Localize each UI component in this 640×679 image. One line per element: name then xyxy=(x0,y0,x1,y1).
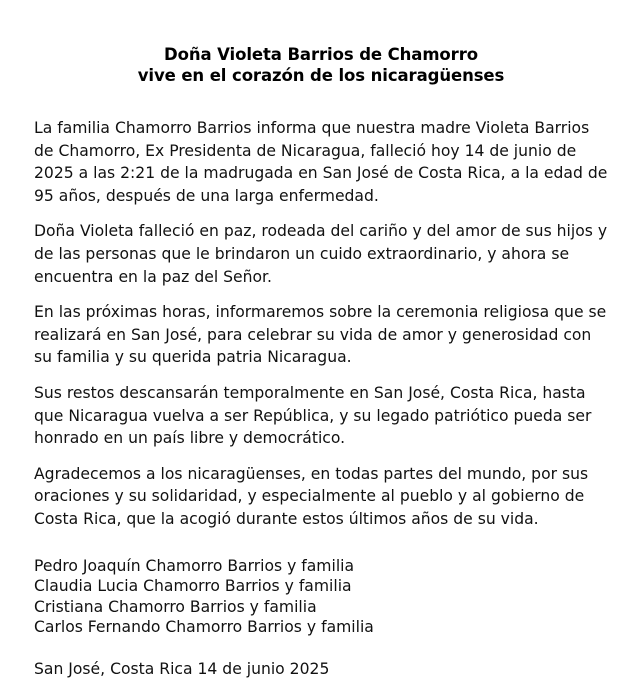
body-paragraph: Doña Violeta falleció en paz, rodeada del cariño y del amor de sus hijos y de las personas que le brindaron un cuido extraordinario, y ahora se encuentra en la paz del Señor. xyxy=(34,222,608,286)
dateline: San José, Costa Rica 14 de junio 2025 xyxy=(34,659,330,678)
signature-line: Cristiana Chamorro Barrios y familia xyxy=(34,597,317,616)
document-body xyxy=(34,86,608,531)
body-paragraph: Sus restos descansarán temporalmente en San José, Costa Rica, hasta que Nicaragua vuelva a ser República, y su legado patriótico pueda ser honrado en un país libre y democrático. xyxy=(34,383,592,448)
document-content-column xyxy=(34,0,608,679)
body-paragraph: La familia Chamorro Barrios informa que nuestra madre Violeta Barrios de Chamorro, Ex Presidenta de Nicaragua, falleció hoy 14 de junio de 2025 a las 2:21 de la madrugada en San José de Costa Rica, a la edad de 95 años, después de una larga enfermedad. xyxy=(34,119,608,205)
signature-line: Carlos Fernando Chamorro Barrios y familia xyxy=(34,618,374,637)
dateline-block xyxy=(34,659,608,679)
signature-line: Claudia Lucia Chamorro Barrios y familia xyxy=(34,577,352,596)
document-title xyxy=(34,0,608,86)
document-title-line-2: vive en el corazón de los nicaragüenses xyxy=(137,66,505,85)
document-title-line-1: Doña Violeta Barrios de Chamorro xyxy=(164,45,478,64)
signature-list xyxy=(34,556,608,638)
body-paragraph: En las próximas horas, informaremos sobre la ceremonia religiosa que se realizará en San José, para celebrar su vida de amor y generosidad con su familia y su querida patria Nicaragua. xyxy=(34,303,607,367)
body-paragraph: Agradecemos a los nicaragüenses, en todas partes del mundo, por sus oraciones y su solidaridad, y especialmente al pueblo y al gobierno de Costa Rica, que la acogió durante estos últimos años de su vida. xyxy=(34,464,589,528)
signature-line: Pedro Joaquín Chamorro Barrios y familia xyxy=(34,556,355,575)
